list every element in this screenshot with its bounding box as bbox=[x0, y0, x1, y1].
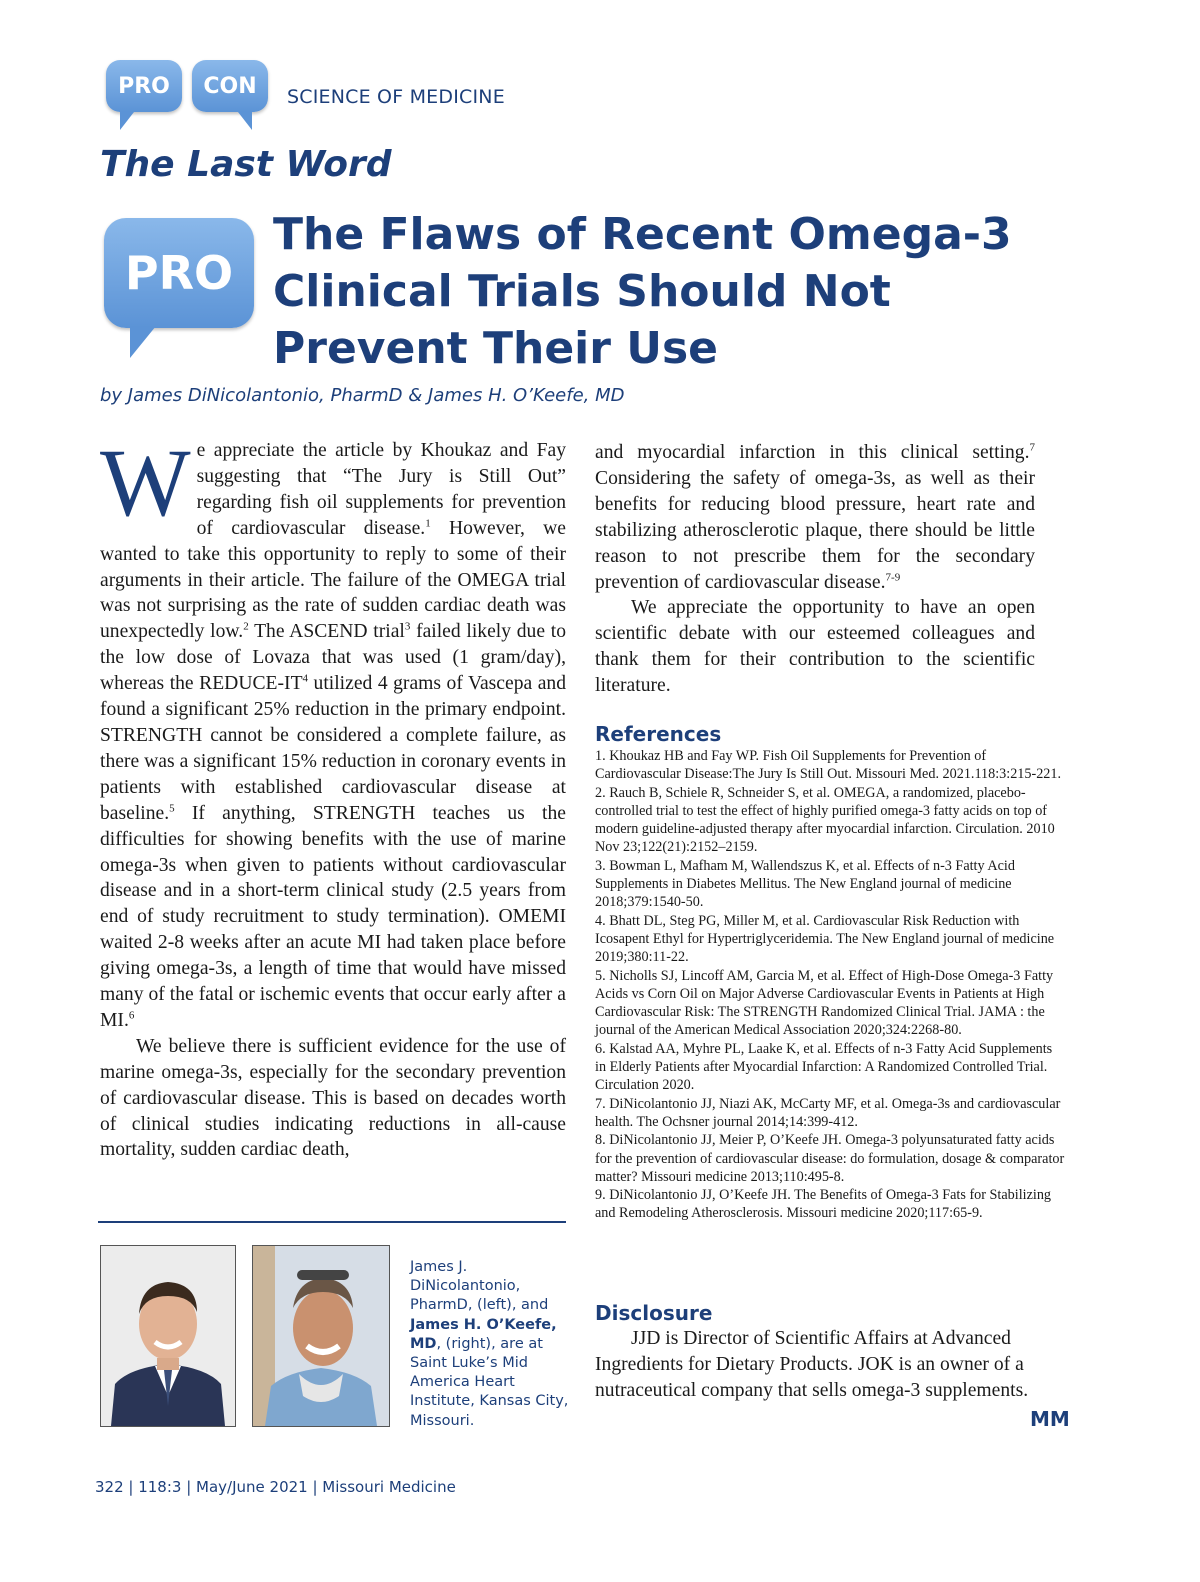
reference-item: 7. DiNicolantonio JJ, Niazi AK, McCarty MF, et al. Omega-3s and cardiovascular health. The Ochsner journal 2014;14:399-412. bbox=[595, 1095, 1061, 1130]
paragraph-3: We appreciate the opportunity to have an open scientific debate with our esteemed colleagues and thank them for their contribution to the scientific literature. bbox=[595, 597, 1035, 697]
byline: by James DiNicolantonio, PharmD & James H. O’Keefe, MD bbox=[100, 385, 625, 406]
person-icon bbox=[101, 1246, 235, 1426]
headline-line-2: Clinical Trials Should Not bbox=[273, 266, 891, 317]
references-heading: References bbox=[595, 722, 722, 746]
headline-line-3: Prevent Their Use bbox=[273, 323, 719, 374]
page-footer: 322 | 118:3 | May/June 2021 | Missouri Medicine bbox=[95, 1478, 456, 1496]
paragraph-2: We believe there is sufficient evidence for the use of marine omega-3s, especially for the secondary prevention of cardiovascular disease. This is based on decades worth of clinical studies indicating reductions in all-cause mortality, sudden cardiac death, bbox=[100, 1035, 566, 1161]
author-photo-okeefe bbox=[252, 1245, 390, 1427]
pro-badge-label: PRO bbox=[118, 73, 170, 99]
pro-badge-large bbox=[104, 218, 254, 328]
reference-item: 9. DiNicolantonio JJ, O’Keefe JH. The Benefits of Omega-3 Fats for Stabilizing and Remodeling Atherosclerosis. Missouri medicine 2020;117:65-9. bbox=[595, 1187, 1052, 1222]
headline-line-1: The Flaws of Recent Omega-3 bbox=[273, 209, 1012, 260]
reference-item: 3. Bowman L, Mafham M, Wallendszus K, et al. Effects of n-3 Fatty Acid Supplements in Diabetes Mellitus. The New England journal of medicine 2018;379:1540-50. bbox=[595, 857, 1015, 911]
reference-item: 2. Rauch B, Schiele R, Schneider S, et al. OMEGA, a randomized, placebo-controlled trial to test the effect of highly purified omega-3 fatty acids on top of modern guideline-adjusted therapy after myocardial infarction. Circulation. 2010 Nov 23;122(21):2152–2159. bbox=[595, 784, 1055, 856]
references-list bbox=[595, 747, 1065, 1223]
person-icon bbox=[253, 1246, 389, 1426]
paragraph-1: We appreciate the article by Khoukaz and Fay suggesting that “The Jury is Still Out” regarding fish oil supplements for prevention of cardiovascular disease.$^1$ However, we wanted to take this opportunity to reply to some of their arguments in their article. The failure of the OMEGA trial was not surprising as the rate of sudden cardiac death was unexpectedly low.$^2$ The ASCEND trial$^3$ failed likely due to the low dose of Lovaza that was used (1 gram/day), whereas the REDUCE-$IT^4$ utilized 4 grams of Vascepa and found a significant 25% reduction in the primary endpoint. STRENGTH cannot be considered a complete failure, as there was a significant 15% reduction in coronary events in patients with established cardiovascular disease at baseline.$^5$ If anything, STRENGTH teaches us the difficulties for showing benefits with the use of marine omega-3s when given to patients without cardiovascular disease and in a short-term clinical study (2.5 years from end of study recruitment to study termination). OMEMI waited 2-8 weeks after an acute MI had taken place before giving omega-3s, a length of time that would have missed many of the fatal or ischemic events that occur early after a MI.$^6$ bbox=[100, 429, 566, 1031]
reference-item: 1. Khoukaz HB and Fay WP. Fish Oil Supplements for Prevention of Cardiovascular Disease:The Jury Is Still Out. Missouri Med. 2021.118:3:215-221. bbox=[595, 748, 1062, 783]
photo-caption: James J. DiNicolantonio, PharmD, (left), and James H. O’Keefe, MD, (right), are at Saint Luke’s Mid America Heart Institute, Kansas City, Missouri. bbox=[410, 1259, 569, 1429]
disclosure-heading: Disclosure bbox=[595, 1301, 713, 1325]
con-badge-small bbox=[192, 60, 268, 112]
speech-tail-icon bbox=[130, 326, 156, 358]
reference-item: 4. Bhatt DL, Steg PG, Miller M, et al. Cardiovascular Risk Reduction with Icosapent Ethyl for Hypertriglyceridemia. The New England journal of medicine 2019;380:11-22. bbox=[595, 912, 1055, 966]
kicker-title: The Last Word bbox=[100, 144, 392, 185]
con-badge-label: CON bbox=[203, 73, 257, 99]
reference-item: 8. DiNicolantonio JJ, Meier P, O’Keefe JH. Omega-3 polyunsaturated fatty acids for the prevention of cardiovascular disease: do formulation, dosage & comparator matter? Missouri medicine 2013;110:495-8. bbox=[595, 1132, 1065, 1185]
reference-item: 6. Kalstad AA, Myhre PL, Laake K, et al. Effects of n-3 Fatty Acid Supplements in Elderly Patients after Myocardial Infarction: A Randomized Controlled Trial. Circulation 2020. bbox=[595, 1040, 1053, 1094]
paragraph-2-continued: and myocardial infarction in this clinical setting.$^7$ Considering the safety of omega-3s, as well as their benefits for reducing blood pressure, heart rate and stabilizing atherosclerotic plaque, there should be little reason to not prescribe them for the secondary prevention of cardiovascular disease.$^{7-9}$ bbox=[595, 441, 1035, 593]
disclosure-text: JJD is Director of Scientific Affairs at Advanced Ingredients for Dietary Products. JOK is an owner of a nutraceutical company that sells omega-3 supplements. bbox=[595, 1328, 1029, 1401]
section-label: SCIENCE OF MEDICINE bbox=[287, 86, 505, 108]
reference-item: 5. Nicholls SJ, Lincoff AM, Garcia M, et al. Effect of High-Dose Omega-3 Fatty Acids vs Corn Oil on Major Adverse Cardiovascular Events in Patients at High Cardiovascular Risk: The STRENGTH Randomized Clinical Trial. JAMA : the journal of the American Medical Association 2020;324:2268-80. bbox=[595, 967, 1054, 1039]
speech-tail-icon bbox=[238, 112, 252, 130]
body-column-right bbox=[595, 440, 1035, 699]
pro-badge-small bbox=[106, 60, 182, 112]
pro-badge-large-label: PRO bbox=[124, 246, 234, 300]
drop-cap: W bbox=[100, 429, 191, 536]
author-photo-dinicolantonio bbox=[100, 1245, 236, 1427]
body-column-left bbox=[100, 429, 566, 1163]
caption-bold-name: James H. O’Keefe, MD bbox=[410, 1316, 557, 1352]
end-mark: MM bbox=[1030, 1407, 1070, 1431]
speech-tail-icon bbox=[120, 112, 134, 130]
column-divider bbox=[98, 1221, 566, 1223]
article-headline bbox=[273, 206, 1093, 377]
